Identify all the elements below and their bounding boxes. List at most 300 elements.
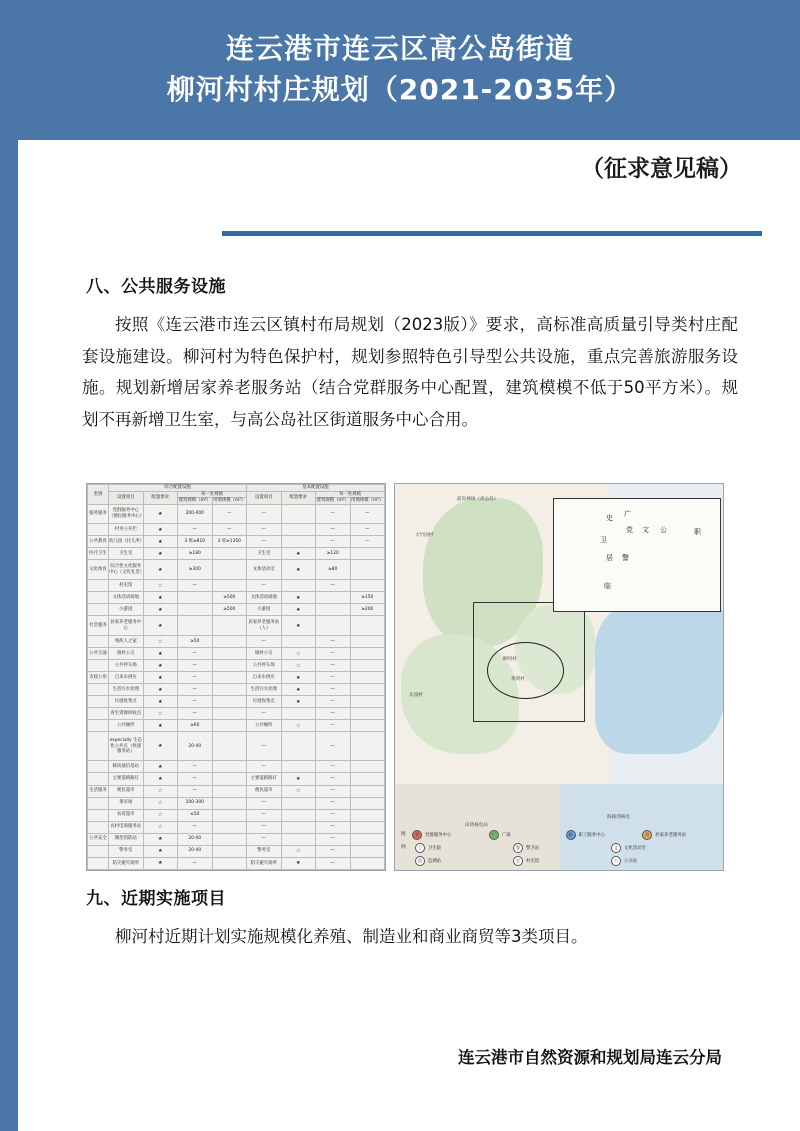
map-place-label: 东园村 bbox=[409, 693, 423, 698]
cell-req-basic bbox=[281, 504, 316, 524]
cell-land-comprehensive bbox=[212, 761, 247, 773]
cell-category bbox=[88, 809, 109, 821]
cell-build-basic: — bbox=[316, 845, 351, 857]
table-row bbox=[88, 580, 385, 592]
cell-build-comprehensive: 100-300 bbox=[178, 797, 213, 809]
cell-category bbox=[88, 732, 109, 761]
cell-build-comprehensive: — bbox=[178, 857, 213, 869]
legend-head-char: 例 bbox=[401, 844, 406, 850]
table-row bbox=[88, 524, 385, 536]
header-category: 类别 bbox=[88, 485, 109, 505]
legend-marker-icon: 居 bbox=[642, 830, 652, 840]
facility-spec-table bbox=[87, 484, 385, 870]
legend-marker-icon: 监 bbox=[415, 856, 425, 866]
cell-build-comprehensive: — bbox=[178, 696, 213, 708]
cell-item-comprehensive: 警务室 bbox=[109, 845, 144, 857]
cell-req-basic bbox=[281, 761, 316, 773]
figure-row bbox=[86, 483, 724, 871]
cell-build-comprehensive: — bbox=[178, 773, 213, 785]
cell-land-comprehensive bbox=[212, 833, 247, 845]
cell-build-basic: — bbox=[316, 536, 351, 548]
header-scale-1: 每一处规模 bbox=[178, 491, 247, 498]
cell-category: 服务服务 bbox=[88, 504, 109, 524]
table-row bbox=[88, 720, 385, 732]
section-nine-heading: 九、近期实施项目 bbox=[86, 889, 226, 909]
cell-item-comprehensive: 公共停车场 bbox=[109, 660, 144, 672]
cell-land-comprehensive bbox=[212, 821, 247, 833]
table-row bbox=[88, 708, 385, 720]
cell-land-basic bbox=[350, 761, 385, 773]
legend-item bbox=[489, 830, 566, 840]
cell-category bbox=[88, 708, 109, 720]
facility-spec-table-body bbox=[88, 504, 385, 870]
map-place-label: 大竹园村 bbox=[415, 533, 434, 538]
cell-req-basic bbox=[281, 797, 316, 809]
cell-land-comprehensive bbox=[212, 857, 247, 869]
cell-req-basic bbox=[281, 708, 316, 720]
legend-row bbox=[401, 841, 719, 854]
legend-item bbox=[415, 843, 513, 853]
cell-req-basic bbox=[281, 580, 316, 592]
cell-build-comprehensive: 20-40 bbox=[178, 732, 213, 761]
cell-land-comprehensive bbox=[212, 797, 247, 809]
map-legend bbox=[401, 828, 719, 867]
cell-item-basic: 便民超市 bbox=[247, 785, 282, 797]
cell-build-basic: — bbox=[316, 660, 351, 672]
page-title-line1: 连云港市连云区高公岛街道 bbox=[225, 32, 574, 66]
cell-req-basic: ☆ bbox=[281, 648, 316, 660]
legend-item bbox=[513, 843, 611, 853]
cell-land-basic bbox=[350, 560, 385, 580]
cell-category bbox=[88, 857, 109, 869]
map-highlight-ellipse bbox=[487, 642, 564, 699]
cell-item-comprehensive: 防灾避灾场所 bbox=[109, 857, 144, 869]
legend-label: 居家养老服务站 bbox=[655, 832, 687, 838]
table-row bbox=[88, 548, 385, 560]
cell-req-basic: ☆ bbox=[281, 845, 316, 857]
table-row bbox=[88, 761, 385, 773]
cell-req-basic: ★ bbox=[281, 604, 316, 616]
cell-build-comprehensive: ≥50 bbox=[178, 636, 213, 648]
cell-land-basic: ≥150 bbox=[350, 592, 385, 604]
cell-build-comprehensive: 20-40 bbox=[178, 845, 213, 857]
cell-item-comprehensive: especially 生态化公共点（快递服务站） bbox=[109, 732, 144, 761]
cell-req-comprehensive: ☆ bbox=[143, 636, 178, 648]
cell-land-basic bbox=[350, 708, 385, 720]
cell-item-basic: — bbox=[247, 821, 282, 833]
table-row bbox=[88, 785, 385, 797]
cell-build-basic: — bbox=[316, 696, 351, 708]
horizontal-divider bbox=[222, 231, 762, 236]
cell-req-comprehensive: ☆ bbox=[143, 785, 178, 797]
cell-land-comprehensive bbox=[212, 696, 247, 708]
cell-category: 社会服务 bbox=[88, 616, 109, 636]
cell-category bbox=[88, 592, 109, 604]
cell-req-basic: ★ bbox=[281, 672, 316, 684]
cell-item-basic: 文体活动场地 bbox=[247, 592, 282, 604]
cell-req-basic: ★ bbox=[281, 592, 316, 604]
legend-marker-icon: 公 bbox=[611, 856, 621, 866]
cell-build-basic: — bbox=[316, 708, 351, 720]
cell-land-comprehensive: 3 班≥1350 bbox=[212, 536, 247, 548]
cell-build-basic: — bbox=[316, 684, 351, 696]
map-facility-marker: 史 bbox=[606, 514, 613, 522]
cell-build-basic: — bbox=[316, 720, 351, 732]
header-build-1: 建筑规模（m²） bbox=[178, 498, 211, 503]
cell-item-comprehensive: 主要道路路灯 bbox=[109, 773, 144, 785]
cell-item-comprehensive: 移动通信基站 bbox=[109, 761, 144, 773]
map-place-label: 田湾核电站 bbox=[465, 823, 488, 828]
cell-build-basic: — bbox=[316, 732, 351, 761]
cell-land-comprehensive bbox=[212, 548, 247, 560]
document-subtitle: （征求意见稿） bbox=[581, 156, 742, 182]
cell-category bbox=[88, 797, 109, 809]
cell-req-basic: ☆ bbox=[281, 660, 316, 672]
cell-category bbox=[88, 821, 109, 833]
table-row bbox=[88, 684, 385, 696]
cell-req-basic bbox=[281, 524, 316, 536]
section-eight bbox=[60, 272, 760, 436]
cell-item-comprehensive: 文体活动场地 bbox=[109, 592, 144, 604]
cell-req-basic bbox=[281, 833, 316, 845]
cell-build-basic: ≥80 bbox=[316, 560, 351, 580]
issuing-authority: 连云港市自然资源和规划局连云分局 bbox=[458, 1048, 722, 1067]
map-facility-marker: 公 bbox=[660, 526, 667, 534]
cell-item-basic: 防灾避灾场所 bbox=[247, 857, 282, 869]
cell-land-basic: ≥200 bbox=[350, 604, 385, 616]
cell-land-comprehensive bbox=[212, 773, 247, 785]
legend-marker-icon: 党 bbox=[412, 830, 422, 840]
cell-category: 市政公用 bbox=[88, 672, 109, 684]
cell-category: 文化体育 bbox=[88, 560, 109, 580]
cell-req-comprehensive: ★ bbox=[143, 720, 178, 732]
cell-build-basic: — bbox=[316, 821, 351, 833]
cell-category bbox=[88, 773, 109, 785]
cell-land-comprehensive: — bbox=[212, 524, 247, 536]
legend-item bbox=[642, 830, 719, 840]
table-row bbox=[88, 821, 385, 833]
cell-category: 生活服务 bbox=[88, 785, 109, 797]
section-eight-heading: 八、公共服务设施 bbox=[86, 277, 226, 297]
cell-land-comprehensive bbox=[212, 636, 247, 648]
title-banner bbox=[0, 0, 800, 140]
map-facility-marker: 警 bbox=[622, 554, 629, 562]
cell-land-basic bbox=[350, 809, 385, 821]
cell-item-comprehensive: 卫生室 bbox=[109, 548, 144, 560]
map-facility-marker: 临 bbox=[604, 582, 611, 590]
cell-item-basic: 自来水供应 bbox=[247, 672, 282, 684]
cell-req-comprehensive: ★ bbox=[143, 616, 178, 636]
table-row bbox=[88, 660, 385, 672]
cell-build-basic: — bbox=[316, 580, 351, 592]
cell-build-comprehensive: — bbox=[178, 672, 213, 684]
cell-req-comprehensive: ☆ bbox=[143, 821, 178, 833]
cell-req-comprehensive: ★ bbox=[143, 857, 178, 869]
cell-land-basic bbox=[350, 773, 385, 785]
table-row bbox=[88, 636, 385, 648]
legend-label: 文化活动室 bbox=[624, 845, 646, 851]
cell-item-basic: — bbox=[247, 636, 282, 648]
section-nine bbox=[60, 884, 760, 953]
legend-label: 职工服务中心 bbox=[578, 832, 605, 838]
cell-req-basic: ★ bbox=[281, 773, 316, 785]
cell-item-basic: — bbox=[247, 809, 282, 821]
village-facility-map-figure bbox=[394, 483, 724, 871]
cell-item-basic: 卫生室 bbox=[247, 548, 282, 560]
legend-marker-icon: 文 bbox=[611, 843, 621, 853]
cell-land-basic bbox=[350, 616, 385, 636]
table-row bbox=[88, 732, 385, 761]
cell-item-comprehensive: 村史馆 bbox=[109, 580, 144, 592]
cell-build-comprehensive: — bbox=[178, 821, 213, 833]
cell-req-comprehensive: ☆ bbox=[143, 809, 178, 821]
cell-req-basic: ☆ bbox=[281, 785, 316, 797]
cell-land-comprehensive bbox=[212, 785, 247, 797]
map-water-body-east bbox=[595, 604, 724, 754]
header-build-2: 建筑规模（m²） bbox=[316, 498, 349, 503]
cell-land-comprehensive bbox=[212, 660, 247, 672]
table-row bbox=[88, 857, 385, 869]
cell-build-comprehensive: 20-40 bbox=[178, 833, 213, 845]
cell-req-comprehensive: ★ bbox=[143, 648, 178, 660]
cell-category bbox=[88, 580, 109, 592]
cell-req-comprehensive: ★ bbox=[143, 684, 178, 696]
cell-item-comprehensive: 镇村公交 bbox=[109, 648, 144, 660]
cell-category bbox=[88, 524, 109, 536]
cell-build-basic: — bbox=[316, 636, 351, 648]
cell-build-comprehensive: ≥180 bbox=[178, 548, 213, 560]
map-facility-marker: 卫 bbox=[600, 536, 607, 544]
cell-req-basic: ☆ bbox=[281, 720, 316, 732]
cell-category: 公共教育 bbox=[88, 536, 109, 548]
cell-req-comprehensive: ★ bbox=[143, 761, 178, 773]
legend-label: 警卫站 bbox=[526, 845, 540, 851]
cell-build-comprehensive bbox=[178, 604, 213, 616]
cell-build-basic: — bbox=[316, 833, 351, 845]
cell-land-comprehensive bbox=[212, 580, 247, 592]
cell-item-basic: — bbox=[247, 797, 282, 809]
cell-req-comprehensive: ★ bbox=[143, 833, 178, 845]
cell-category: 公共安全 bbox=[88, 833, 109, 845]
legend-label: 公交站 bbox=[624, 858, 638, 864]
map-facility-marker: 广 bbox=[624, 510, 631, 518]
cell-req-comprehensive: ★ bbox=[143, 504, 178, 524]
cell-land-comprehensive bbox=[212, 809, 247, 821]
table-row bbox=[88, 773, 385, 785]
cell-build-comprehensive: — bbox=[178, 761, 213, 773]
map-place-label: 海陵湾核电 bbox=[607, 815, 630, 820]
table-row bbox=[88, 604, 385, 616]
cell-land-comprehensive bbox=[212, 708, 247, 720]
legend-marker-icon: 职 bbox=[566, 830, 576, 840]
cell-land-basic bbox=[350, 845, 385, 857]
cell-land-basic bbox=[350, 580, 385, 592]
cell-item-basic: 镇村公交 bbox=[247, 648, 282, 660]
legend-marker-icon: 史 bbox=[513, 856, 523, 866]
cell-item-basic: 生活污水处理 bbox=[247, 684, 282, 696]
cell-req-comprehensive: ★ bbox=[143, 845, 178, 857]
cell-category bbox=[88, 720, 109, 732]
cell-item-comprehensive: 垃圾收集点 bbox=[109, 696, 144, 708]
cell-item-basic: 小游园 bbox=[247, 604, 282, 616]
facility-spec-table-figure bbox=[86, 483, 386, 871]
cell-build-comprehensive: — bbox=[178, 580, 213, 592]
table-row bbox=[88, 845, 385, 857]
legend-item bbox=[611, 843, 709, 853]
cell-build-basic: — bbox=[316, 857, 351, 869]
cell-category bbox=[88, 696, 109, 708]
table-row bbox=[88, 560, 385, 580]
cell-item-basic: 警务室 bbox=[247, 845, 282, 857]
table-row bbox=[88, 797, 385, 809]
map-inset-panel bbox=[553, 498, 721, 612]
cell-item-basic: 主要道路路灯 bbox=[247, 773, 282, 785]
cell-build-basic: — bbox=[316, 785, 351, 797]
cell-build-basic: — bbox=[316, 524, 351, 536]
map-facility-marker: 文 bbox=[642, 526, 649, 534]
cell-land-comprehensive bbox=[212, 684, 247, 696]
cell-build-comprehensive: ≥60 bbox=[178, 720, 213, 732]
cell-item-comprehensive: 幼儿园（托儿所） bbox=[109, 536, 144, 548]
cell-item-basic: 公共厕所 bbox=[247, 720, 282, 732]
table-row bbox=[88, 504, 385, 524]
header-land-1: 用地规模（m²） bbox=[213, 498, 246, 503]
map-place-label: 柳河村 bbox=[503, 657, 517, 662]
map-facility-marker: 居 bbox=[606, 554, 613, 562]
cell-land-basic bbox=[350, 672, 385, 684]
cell-req-basic: ★ bbox=[281, 857, 316, 869]
cell-build-comprehensive: ≤50 bbox=[178, 809, 213, 821]
cell-category bbox=[88, 604, 109, 616]
legend-label: 广场 bbox=[501, 832, 511, 838]
cell-category bbox=[88, 660, 109, 672]
legend-item bbox=[412, 830, 489, 840]
cell-req-comprehensive: ★ bbox=[143, 604, 178, 616]
cell-land-basic bbox=[350, 833, 385, 845]
cell-land-comprehensive bbox=[212, 648, 247, 660]
cell-req-comprehensive: ★ bbox=[143, 696, 178, 708]
cell-req-comprehensive: ☆ bbox=[143, 580, 178, 592]
cell-land-basic bbox=[350, 857, 385, 869]
cell-item-comprehensive: 村务公开栏 bbox=[109, 524, 144, 536]
cell-build-comprehensive bbox=[178, 592, 213, 604]
legend-label: 监测站 bbox=[428, 858, 442, 864]
header-land-2: 用地规模（m²） bbox=[351, 498, 384, 503]
section-nine-paragraph: 柳河村近期计划实施规模化养殖、制造业和商业商贸等3类项目。 bbox=[115, 927, 588, 946]
table-row bbox=[88, 833, 385, 845]
legend-head-char: 图 bbox=[401, 831, 406, 837]
cell-req-comprehensive: ★ bbox=[143, 773, 178, 785]
legend-label: 村史馆 bbox=[526, 858, 540, 864]
cell-build-comprehensive: ≥300 bbox=[178, 560, 213, 580]
cell-req-comprehensive: ☆ bbox=[143, 708, 178, 720]
cell-category bbox=[88, 684, 109, 696]
cell-item-basic: — bbox=[247, 524, 282, 536]
header-group-comprehensive: 综合配置设施 bbox=[109, 485, 247, 492]
cell-land-basic bbox=[350, 785, 385, 797]
cell-land-basic bbox=[350, 660, 385, 672]
cell-build-basic: — bbox=[316, 773, 351, 785]
table-row bbox=[88, 616, 385, 636]
cell-req-basic bbox=[281, 536, 316, 548]
cell-req-basic: ★ bbox=[281, 616, 316, 636]
page-title-line2: 柳河村村庄规划（2021-2035年） bbox=[166, 73, 634, 106]
legend-row bbox=[401, 854, 719, 867]
cell-item-comprehensive: 便民超市 bbox=[109, 785, 144, 797]
cell-build-comprehensive: — bbox=[178, 684, 213, 696]
cell-item-basic: — bbox=[247, 536, 282, 548]
legend-label: 卫生院 bbox=[428, 845, 442, 851]
cell-build-basic bbox=[316, 592, 351, 604]
subtitle-row bbox=[0, 150, 800, 183]
cell-build-basic bbox=[316, 616, 351, 636]
cell-land-basic bbox=[350, 797, 385, 809]
legend-item bbox=[566, 830, 643, 840]
cell-item-basic: 文体活动室 bbox=[247, 560, 282, 580]
table-row bbox=[88, 592, 385, 604]
cell-item-basic: — bbox=[247, 580, 282, 592]
cell-build-comprehensive: — bbox=[178, 708, 213, 720]
table-row bbox=[88, 536, 385, 548]
cell-build-comprehensive: — bbox=[178, 524, 213, 536]
cell-build-basic bbox=[316, 604, 351, 616]
cell-req-basic: ★ bbox=[281, 560, 316, 580]
legend-item bbox=[513, 856, 611, 866]
cell-land-comprehensive bbox=[212, 672, 247, 684]
cell-item-basic: 垃圾收集点 bbox=[247, 696, 282, 708]
table-row bbox=[88, 809, 385, 821]
cell-build-basic: — bbox=[316, 672, 351, 684]
cell-item-basic: — bbox=[247, 833, 282, 845]
cell-land-basic: — bbox=[350, 524, 385, 536]
legend-item bbox=[415, 856, 513, 866]
cell-req-comprehensive: ★ bbox=[143, 660, 178, 672]
cell-req-basic: ★ bbox=[281, 684, 316, 696]
legend-label: 党群服务中心 bbox=[424, 832, 452, 838]
cell-item-comprehensive: 居家养老服务中心 bbox=[109, 616, 144, 636]
cell-land-comprehensive bbox=[212, 616, 247, 636]
cell-req-comprehensive: ★ bbox=[143, 732, 178, 761]
cell-land-comprehensive: ≥500 bbox=[212, 604, 247, 616]
cell-item-comprehensive: 自来水供应 bbox=[109, 672, 144, 684]
cell-item-comprehensive: 生活污水处理 bbox=[109, 684, 144, 696]
table-row bbox=[88, 648, 385, 660]
section-eight-paragraph: 按照《连云港市连云区镇村布局规划（2023版）》要求，高标准高质量引导类村庄配套设施建设。柳河村为特色保护村，规划参照特色引导型公共设施，重点完善旅游服务设施。规划新增居家养老服务站（结合党群服务中心配置，建筑模模不低于50平方米）。规划不再新增卫生室，与高公岛社区街道服务中心合用。 bbox=[82, 315, 738, 430]
cell-item-basic: 居家养老服务站（人） bbox=[247, 616, 282, 636]
cell-build-basic: — bbox=[316, 797, 351, 809]
legend-marker-icon: 警 bbox=[513, 843, 523, 853]
cell-land-comprehensive bbox=[212, 720, 247, 732]
header-scale-2: 每一处规模 bbox=[316, 491, 385, 498]
cell-req-comprehensive: ★ bbox=[143, 672, 178, 684]
cell-item-comprehensive: 农村电商服务站 bbox=[109, 821, 144, 833]
cell-land-basic bbox=[350, 636, 385, 648]
cell-land-basic: — bbox=[350, 504, 385, 524]
cell-req-basic bbox=[281, 636, 316, 648]
cell-land-basic bbox=[350, 684, 385, 696]
cell-land-basic bbox=[350, 648, 385, 660]
cell-item-comprehensive: 微型消防站 bbox=[109, 833, 144, 845]
cell-item-comprehensive: 菜市场 bbox=[109, 797, 144, 809]
cell-req-comprehensive: ★ bbox=[143, 524, 178, 536]
cell-land-comprehensive: ≥500 bbox=[212, 592, 247, 604]
cell-item-basic: — bbox=[247, 761, 282, 773]
cell-build-comprehensive: — bbox=[178, 660, 213, 672]
left-color-strip bbox=[0, 140, 18, 1131]
legend-marker-icon: 广 bbox=[489, 830, 499, 840]
cell-category bbox=[88, 636, 109, 648]
cell-item-comprehensive: 小游园 bbox=[109, 604, 144, 616]
